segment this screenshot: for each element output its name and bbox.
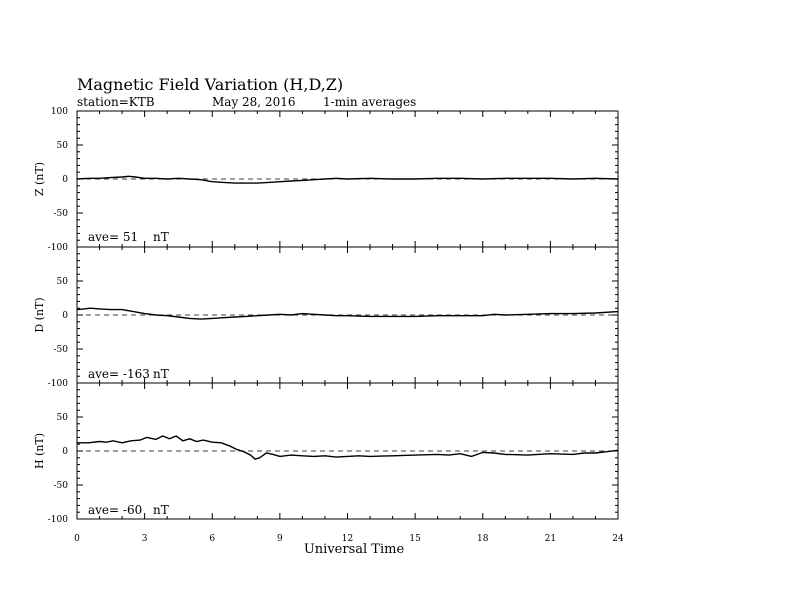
panel-z-ylabel: Z (nT) [33,161,46,197]
x-tick-label: 6 [209,534,216,544]
x-tick-label: 21 [544,534,557,544]
x-tick-label: 9 [277,534,283,544]
y-tick-label: 100 [50,107,68,117]
y-tick-label: 50 [56,141,68,151]
y-tick-label: -100 [47,515,68,525]
y-tick-label: -100 [47,379,68,389]
chart-title: Magnetic Field Variation (H,D,Z) [77,75,344,94]
y-tick-label: 0 [62,447,68,457]
panel-h-yticklabels [48,413,69,525]
averaging-label: 1-min averages [323,95,417,109]
panel-z-unit: nT [153,230,169,244]
panel-d-unit: nT [153,367,169,381]
y-tick-label: -50 [53,209,68,219]
y-tick-label: -50 [53,345,68,355]
date-label: May 28, 2016 [212,95,296,109]
y-tick-label: -100 [47,243,68,253]
panel-z-yticklabels [48,107,69,253]
station-label: station=KTB [77,95,155,109]
panel-z-trace [77,176,618,183]
panel-d-yticklabels [48,277,69,389]
panel-h-average: ave= -60 [88,503,143,517]
panel-h [33,383,618,525]
y-tick-label: 0 [62,175,68,185]
panel-d-ylabel: D (nT) [33,297,46,333]
x-tick-label: 12 [341,534,354,544]
y-tick-label: 0 [62,311,68,321]
panel-h-unit: nT [153,503,169,517]
panel-d-average: ave= -163 [88,367,150,381]
y-tick-label: 50 [56,413,68,423]
panel-d-trace [77,308,618,319]
x-tick-label: 18 [477,534,489,544]
x-axis-label: Universal Time [303,542,405,557]
x-tick-label: 3 [141,534,148,544]
y-tick-label: -50 [53,481,68,491]
x-tick-label: 24 [612,534,624,544]
x-tick-label: 15 [409,534,421,544]
panel-d [33,247,618,389]
panel-z-average: ave= 51 [88,230,139,244]
panel-z [33,107,618,253]
panel-h-ylabel: H (nT) [33,432,46,470]
panel-h-trace [77,436,618,459]
x-tick-label: 0 [74,534,80,544]
y-tick-label: 50 [56,277,68,287]
